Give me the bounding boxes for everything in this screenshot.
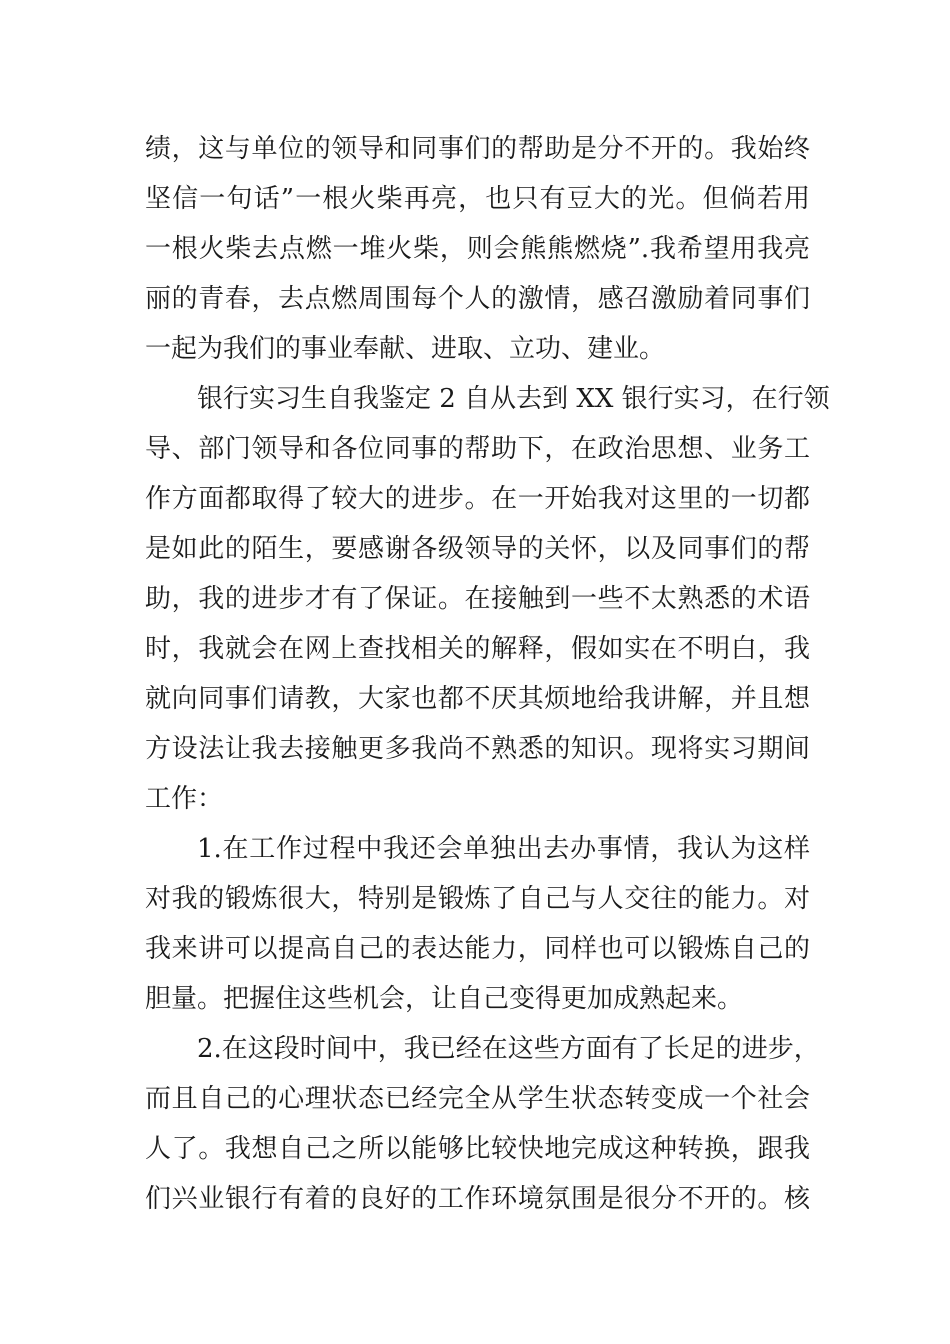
text-line: 人了。我想自己之所以能够比较快地完成这种转换，跟我	[145, 1134, 810, 1164]
text-line: 时，我就会在网上查找相关的解释，假如实在不明白，我	[145, 634, 810, 664]
text-line: 导、部门领导和各位同事的帮助下，在政治思想、业务工	[145, 434, 810, 464]
text-line: 1.在工作过程中我还会单独出去办事情，我认为这样	[197, 834, 810, 864]
text-line: 绩，这与单位的领导和同事们的帮助是分不开的。我始终	[145, 134, 810, 164]
paragraph-4	[145, 1024, 820, 1224]
text-line: 2.在这段时间中，我已经在这些方面有了长足的进步，	[197, 1034, 820, 1064]
text-line: 丽的青春，去点燃周围每个人的激情，感召激励着同事们	[145, 284, 810, 314]
text-line: 是如此的陌生，要感谢各级领导的关怀，以及同事们的帮	[145, 534, 810, 564]
text-line: 就向同事们请教，大家也都不厌其烦地给我讲解，并且想	[145, 684, 810, 714]
text-line: 作方面都取得了较大的进步。在一开始我对这里的一切都	[145, 484, 810, 514]
paragraph-1	[145, 124, 810, 374]
text-line: 方设法让我去接触更多我尚不熟悉的知识。现将实习期间	[145, 734, 810, 764]
text-line: 助，我的进步才有了保证。在接触到一些不太熟悉的术语	[145, 584, 810, 614]
document-body	[145, 124, 830, 1224]
text-line: 工作：	[145, 784, 224, 814]
text-line: 而且自己的心理状态已经完全从学生状态转变成一个社会	[145, 1084, 810, 1114]
paragraph-3	[145, 824, 810, 1024]
text-line: 我来讲可以提高自己的表达能力，同样也可以锻炼自己的	[145, 934, 810, 964]
text-line: 对我的锻炼很大，特别是锻炼了自己与人交往的能力。对	[145, 884, 810, 914]
text-line: 银行实习生自我鉴定 2 自从去到 XX 银行实习，在行领	[197, 384, 830, 414]
text-line: 一起为我们的事业奉献、进取、立功、建业。	[145, 334, 666, 364]
text-line: 坚信一句话”一根火柴再亮，也只有豆大的光。但倘若用	[145, 184, 810, 214]
text-line: 一根火柴去点燃一堆火柴，则会熊熊燃烧”.我希望用我亮	[145, 234, 810, 264]
text-line: 们兴业银行有着的良好的工作环境氛围是很分不开的。核	[145, 1184, 810, 1214]
paragraph-2	[145, 374, 830, 824]
text-line: 胆量。把握住这些机会，让自己变得更加成熟起来。	[145, 984, 744, 1014]
